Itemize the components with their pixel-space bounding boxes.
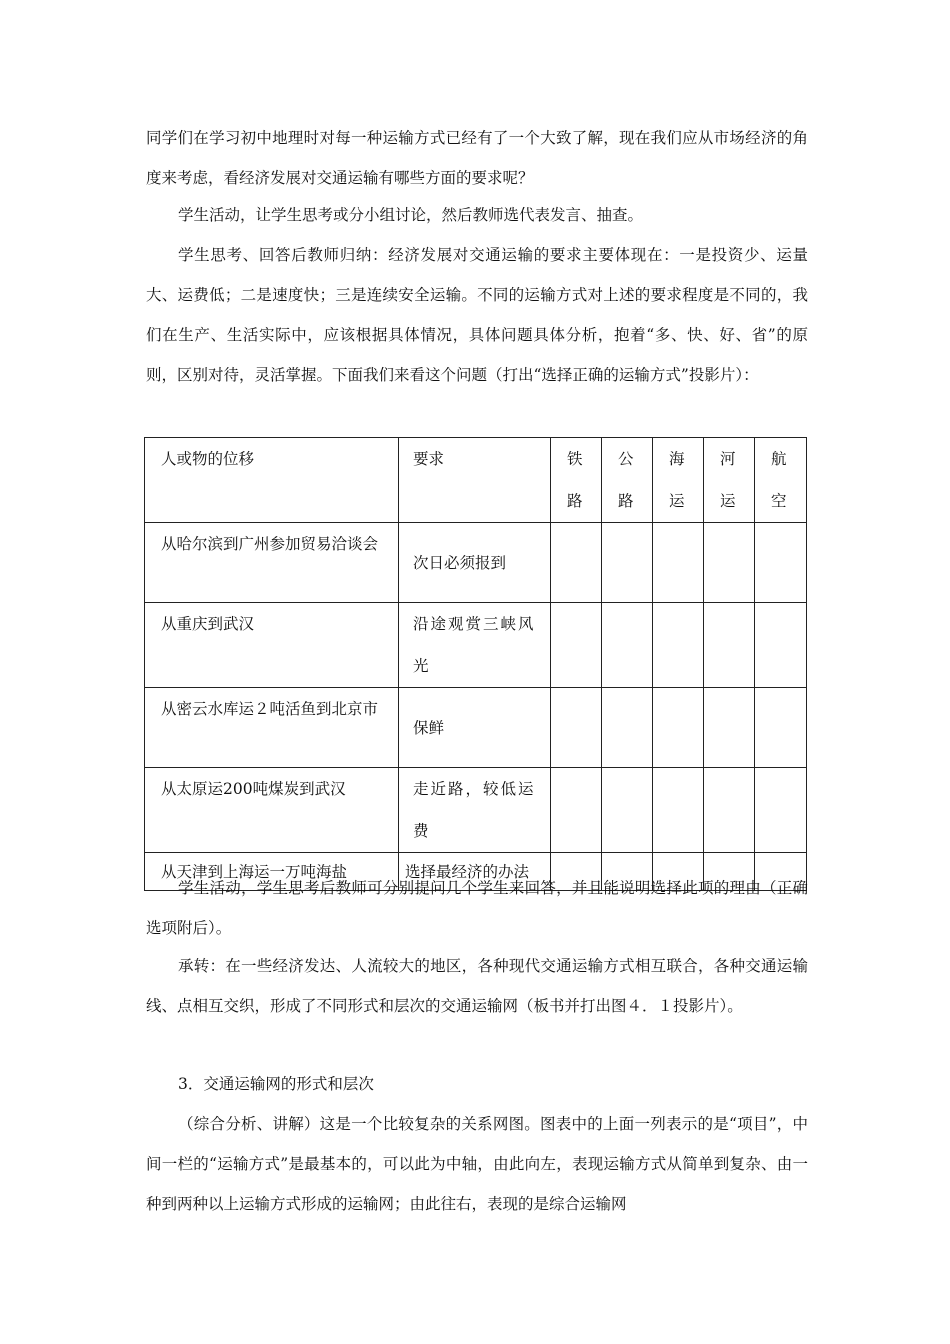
cell-rail — [551, 688, 602, 768]
cell-river — [704, 688, 755, 768]
cell-sea — [653, 768, 704, 853]
cell-rail — [551, 523, 602, 603]
cell-movement: 从哈尔滨到广州参加贸易洽谈会 — [145, 523, 399, 603]
paragraph-analysis: （综合分析、讲解）这是一个比较复杂的关系网图。图表中的上面一列表示的是“项目”，中间一栏的“运输方式”是最基本的，可以此为中轴，由此向左，表现运输方式从简单到复杂、由一种到两种以上运输方式形成的运输网；由此往右，表现的是综合运输网 — [146, 1115, 808, 1213]
cell-rail — [551, 768, 602, 853]
cell-road — [602, 603, 653, 688]
cell-air — [755, 768, 807, 853]
cell-river — [704, 523, 755, 603]
header-rail: 铁 路 — [551, 438, 602, 523]
table-row — [145, 768, 807, 853]
paragraph-intro: 同学们在学习初中地理时对每一种运输方式已经有了一个大致了解，现在我们应从市场经济的角度来考虑，看经济发展对交通运输有哪些方面的要求呢？ — [146, 129, 808, 187]
cell-river — [704, 768, 755, 853]
transport-choice-table — [144, 437, 807, 891]
cell-movement: 从太原运200吨煤炭到武汉 — [145, 768, 399, 853]
paragraph-teacher-summary: 学生思考、回答后教师归纳：经济发展对交通运输的要求主要体现在：一是投资少、运量大、运费低；二是速度快；三是连续安全运输。不同的运输方式对上述的要求程度是不同的，我们在生产、生活实际中，应该根据具体情况，具体问题具体分析，抱着“多、快、好、省”的原则，区别对待，灵活掌握。下面我们来看这个问题（打出“选择正确的运输方式”投影片）： — [146, 246, 808, 384]
header-sea: 海 运 — [653, 438, 704, 523]
header-requirement: 要求 — [399, 438, 551, 523]
cell-sea — [653, 523, 704, 603]
cell-rail — [551, 603, 602, 688]
cell-air — [755, 523, 807, 603]
cell-road — [602, 523, 653, 603]
paragraph-student-activity-1: 学生活动，让学生思考或分小组讨论，然后教师选代表发言、抽查。 — [178, 206, 644, 224]
cell-air — [755, 688, 807, 768]
header-road: 公 路 — [602, 438, 653, 523]
cell-movement: 从密云水库运２吨活鱼到北京市 — [145, 688, 399, 768]
table-row — [145, 523, 807, 603]
cell-sea — [653, 688, 704, 768]
cell-requirement: 次日必须报到 — [399, 523, 551, 603]
cell-road — [602, 768, 653, 853]
cell-road — [602, 688, 653, 768]
cell-requirement: 沿途观赏三峡风光 — [399, 603, 551, 688]
header-air: 航 空 — [755, 438, 807, 523]
cell-air — [755, 603, 807, 688]
cell-requirement: 走近路，较低运费 — [399, 768, 551, 853]
cell-river — [704, 603, 755, 688]
table-row — [145, 688, 807, 768]
table-header-row — [145, 438, 807, 523]
paragraph-transition: 承转：在一些经济发达、人流较大的地区，各种现代交通运输方式相互联合，各种交通运输线、点相互交织，形成了不同形式和层次的交通运输网（板书并打出图４．１投影片）。 — [146, 957, 808, 1015]
cell-sea — [653, 603, 704, 688]
header-movement: 人或物的位移 — [145, 438, 399, 523]
header-river: 河 运 — [704, 438, 755, 523]
cell-movement: 从重庆到武汉 — [145, 603, 399, 688]
cell-requirement: 保鲜 — [399, 688, 551, 768]
section-heading-network: 3．交通运输网的形式和层次 — [178, 1075, 374, 1093]
cell-requirement: 选择最经济的办法 — [399, 853, 551, 891]
paragraph-student-activity-2: 学生活动，学生思考后教师可分别提问几个学生来回答，并且能说明选择此项的理由（正确选项附后）。 — [146, 879, 808, 937]
table-row — [145, 603, 807, 688]
cell-movement: 从天津到上海运一万吨海盐 — [145, 853, 399, 891]
